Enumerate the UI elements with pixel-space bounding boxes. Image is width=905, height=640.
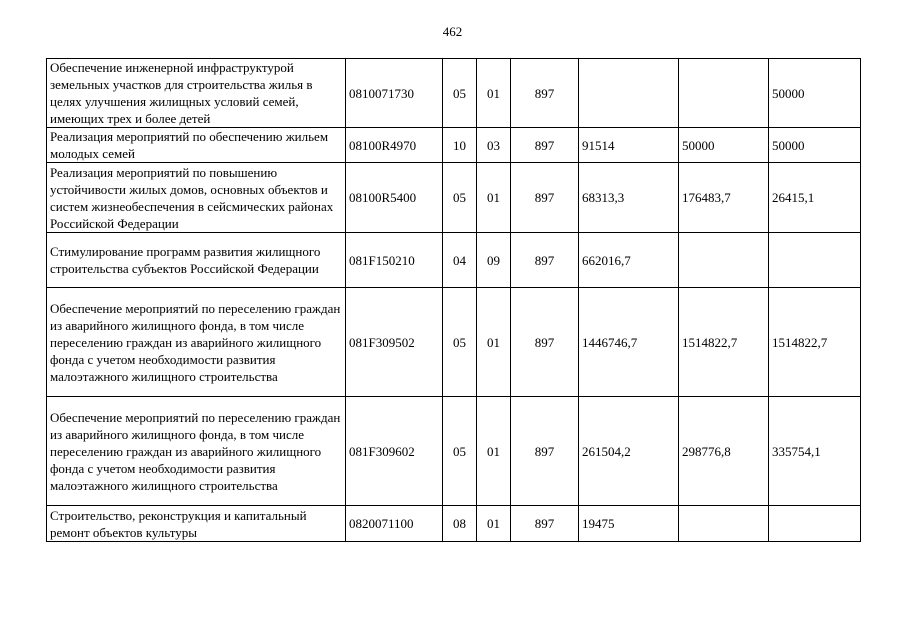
row-amount-year2: [679, 233, 769, 288]
row-code: 08100R5400: [346, 163, 443, 233]
row-amount-year3: 26415,1: [769, 163, 861, 233]
page-number: 462: [442, 24, 463, 39]
row-code: 081F309602: [346, 397, 443, 506]
row-code: 0820071100: [346, 506, 443, 542]
row-amount-year3: 50000: [769, 128, 861, 163]
row-subsection: 01: [477, 163, 511, 233]
row-name: Строительство, реконструкция и капитальный ремонт объектов культуры: [47, 506, 346, 542]
row-code: 0810071730: [346, 59, 443, 128]
row-amount-year2: 298776,8: [679, 397, 769, 506]
row-name: Стимулирование программ развития жилищного строительства субъектов Российской Федерации: [47, 233, 346, 288]
row-code: 08100R4970: [346, 128, 443, 163]
row-amount-year2: 176483,7: [679, 163, 769, 233]
row-amount-year3: [769, 506, 861, 542]
row-ministry: 897: [511, 233, 579, 288]
row-amount-year1: 662016,7: [579, 233, 679, 288]
row-amount-year1: 261504,2: [579, 397, 679, 506]
row-section: 04: [443, 233, 477, 288]
row-code: 081F150210: [346, 233, 443, 288]
table-row: [47, 288, 861, 397]
table-row: [47, 506, 861, 542]
row-amount-year3: 50000: [769, 59, 861, 128]
row-ministry: 897: [511, 288, 579, 397]
row-ministry: 897: [511, 128, 579, 163]
row-amount-year3: 1514822,7: [769, 288, 861, 397]
row-section: 05: [443, 397, 477, 506]
row-amount-year2: [679, 59, 769, 128]
row-ministry: 897: [511, 506, 579, 542]
row-amount-year1: [579, 59, 679, 128]
row-section: 05: [443, 288, 477, 397]
row-code: 081F309502: [346, 288, 443, 397]
row-amount-year2: [679, 506, 769, 542]
table-row: [47, 397, 861, 506]
row-amount-year1: 91514: [579, 128, 679, 163]
row-name: Реализация мероприятий по повышению устойчивости жилых домов, основных объектов и систем жизнеобеспечения в сейсмических районах Российской Федерации: [47, 163, 346, 233]
table-row: [47, 163, 861, 233]
row-subsection: 09: [477, 233, 511, 288]
row-name: Обеспечение инженерной инфраструктурой земельных участков для строительства жилья в целях улучшения жилищных условий семей, имеющих трех и более детей: [47, 59, 346, 128]
row-name: Реализация мероприятий по обеспечению жильем молодых семей: [47, 128, 346, 163]
row-amount-year1: 1446746,7: [579, 288, 679, 397]
row-section: 10: [443, 128, 477, 163]
row-amount-year3: [769, 233, 861, 288]
row-section: 05: [443, 59, 477, 128]
row-ministry: 897: [511, 59, 579, 128]
row-subsection: 01: [477, 288, 511, 397]
table-body: [47, 59, 861, 542]
row-amount-year1: 19475: [579, 506, 679, 542]
table-row: [47, 128, 861, 163]
row-amount-year2: 50000: [679, 128, 769, 163]
row-amount-year1: 68313,3: [579, 163, 679, 233]
row-subsection: 01: [477, 506, 511, 542]
row-name: Обеспечение мероприятий по переселению граждан из аварийного жилищного фонда, в том числе переселению граждан из аварийного жилищного фонда с учетом необходимости развития малоэтажного жилищного строительства: [47, 288, 346, 397]
table-row: [47, 233, 861, 288]
row-ministry: 897: [511, 163, 579, 233]
row-amount-year2: 1514822,7: [679, 288, 769, 397]
row-name: Обеспечение мероприятий по переселению граждан из аварийного жилищного фонда, в том числе переселению граждан из аварийного жилищного фонда с учетом необходимости развития малоэтажного жилищного строительства: [47, 397, 346, 506]
row-section: 08: [443, 506, 477, 542]
budget-table: [46, 58, 861, 542]
row-subsection: 01: [477, 397, 511, 506]
row-subsection: 03: [477, 128, 511, 163]
row-section: 05: [443, 163, 477, 233]
table-row: [47, 59, 861, 128]
row-ministry: 897: [511, 397, 579, 506]
row-amount-year3: 335754,1: [769, 397, 861, 506]
row-subsection: 01: [477, 59, 511, 128]
